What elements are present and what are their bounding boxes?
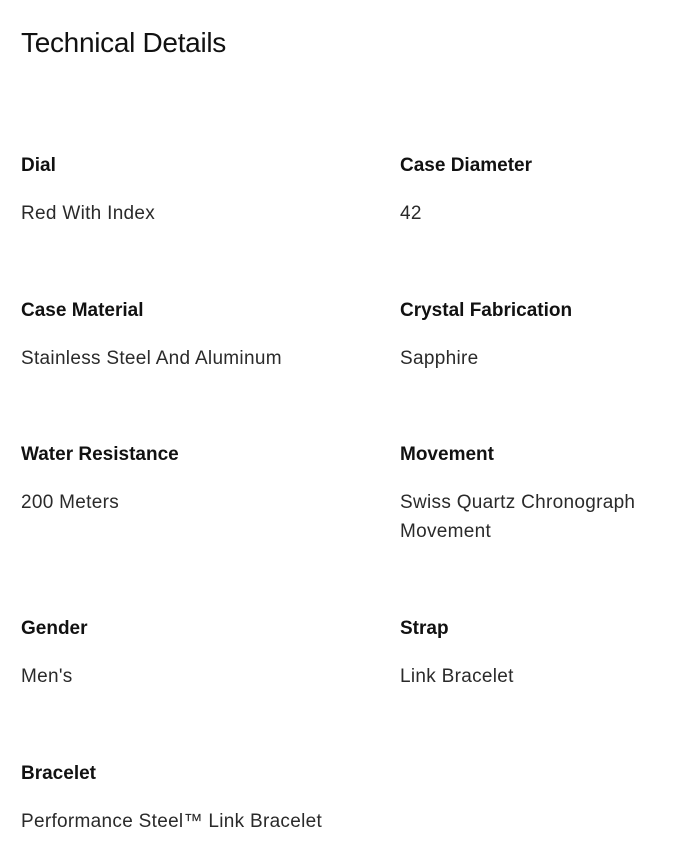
spec-label: Water Resistance	[21, 444, 179, 465]
spec-label: Gender	[21, 618, 88, 639]
spec-label: Movement	[400, 444, 494, 465]
spec-gender	[21, 617, 311, 691]
spec-label: Crystal Fabrication	[400, 300, 573, 321]
spec-value: Men's	[21, 666, 73, 687]
spec-strap	[400, 617, 690, 691]
spec-value: Swiss Quartz Chronograph Movement	[400, 492, 636, 542]
spec-label: Strap	[400, 618, 449, 639]
spec-value: Performance Steel™ Link Bracelet	[21, 811, 323, 832]
spec-bracelet	[21, 762, 421, 836]
spec-label: Bracelet	[21, 763, 96, 784]
spec-movement	[400, 443, 690, 546]
spec-case-material	[21, 299, 311, 373]
page-title: Technical Details	[21, 27, 226, 58]
spec-value: Sapphire	[400, 348, 479, 369]
spec-label: Dial	[21, 155, 56, 176]
spec-crystal-fabrication	[400, 299, 690, 373]
spec-value: Stainless Steel And Aluminum	[21, 348, 282, 369]
spec-label: Case Diameter	[400, 155, 533, 176]
spec-value: 200 Meters	[21, 492, 120, 513]
spec-case-diameter	[400, 154, 690, 228]
spec-value: 42	[400, 203, 422, 224]
spec-value: Red With Index	[21, 203, 156, 224]
spec-value: Link Bracelet	[400, 666, 514, 687]
spec-water-resistance	[21, 443, 311, 517]
spec-dial	[21, 154, 311, 228]
spec-label: Case Material	[21, 300, 144, 321]
